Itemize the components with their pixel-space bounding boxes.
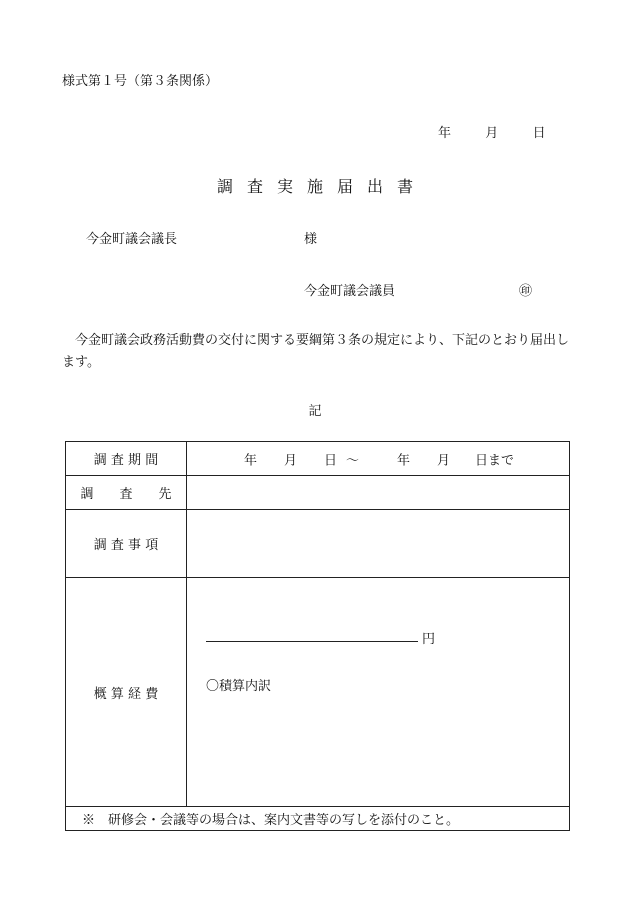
period-start-month: 月 <box>284 453 298 468</box>
date-line <box>438 122 546 141</box>
period-label: 調 査 期 間 <box>66 442 187 476</box>
period-start-year: 年 <box>244 453 258 468</box>
period-tilde: ～ <box>346 453 360 468</box>
date-day: 日 <box>532 126 546 141</box>
period-start-day: 日 <box>324 453 338 468</box>
destination-label: 調 査 先 <box>66 476 187 510</box>
cost-label: 概 算 経 費 <box>66 578 187 807</box>
addressee-name: 今金町議会議長 <box>86 232 178 247</box>
cost-amount-line <box>206 641 418 642</box>
sender-title: 今金町議会議員 <box>304 284 396 299</box>
period-end-until: 日まで <box>475 453 515 468</box>
document-title: 調査実施届出書 <box>216 177 427 196</box>
cost-unit: 円 <box>422 632 436 647</box>
date-year: 年 <box>438 126 452 141</box>
addressee-honorific: 様 <box>304 232 318 247</box>
form-number: 様式第１号（第３条関係） <box>62 74 219 89</box>
matters-label: 調 査 事 項 <box>66 510 187 578</box>
period-end-year: 年 <box>397 453 411 468</box>
seal-mark: ㊞ <box>519 284 533 299</box>
period-end-month: 月 <box>437 453 451 468</box>
cost-field[interactable] <box>187 578 570 807</box>
period-field[interactable] <box>187 442 570 476</box>
table-row-period <box>66 442 570 476</box>
ki-heading: 記 <box>308 404 322 419</box>
date-month: 月 <box>485 126 499 141</box>
destination-field[interactable] <box>187 476 570 510</box>
cost-breakdown-label: 〇積算内訳 <box>206 679 272 694</box>
matters-field[interactable] <box>187 510 570 578</box>
table-row-note <box>66 807 570 831</box>
note-text: ※ 研修会・会議等の場合は、案内文書等の写しを添付のこと。 <box>66 807 570 831</box>
table-row-matters <box>66 510 570 578</box>
table-row-cost <box>66 578 570 807</box>
table-row-destination <box>66 476 570 510</box>
report-form-table <box>65 441 570 831</box>
body-text: 今金町議会政務活動費の交付に関する要綱第３条の規定により、下記のとおり届出します。 <box>62 333 570 370</box>
